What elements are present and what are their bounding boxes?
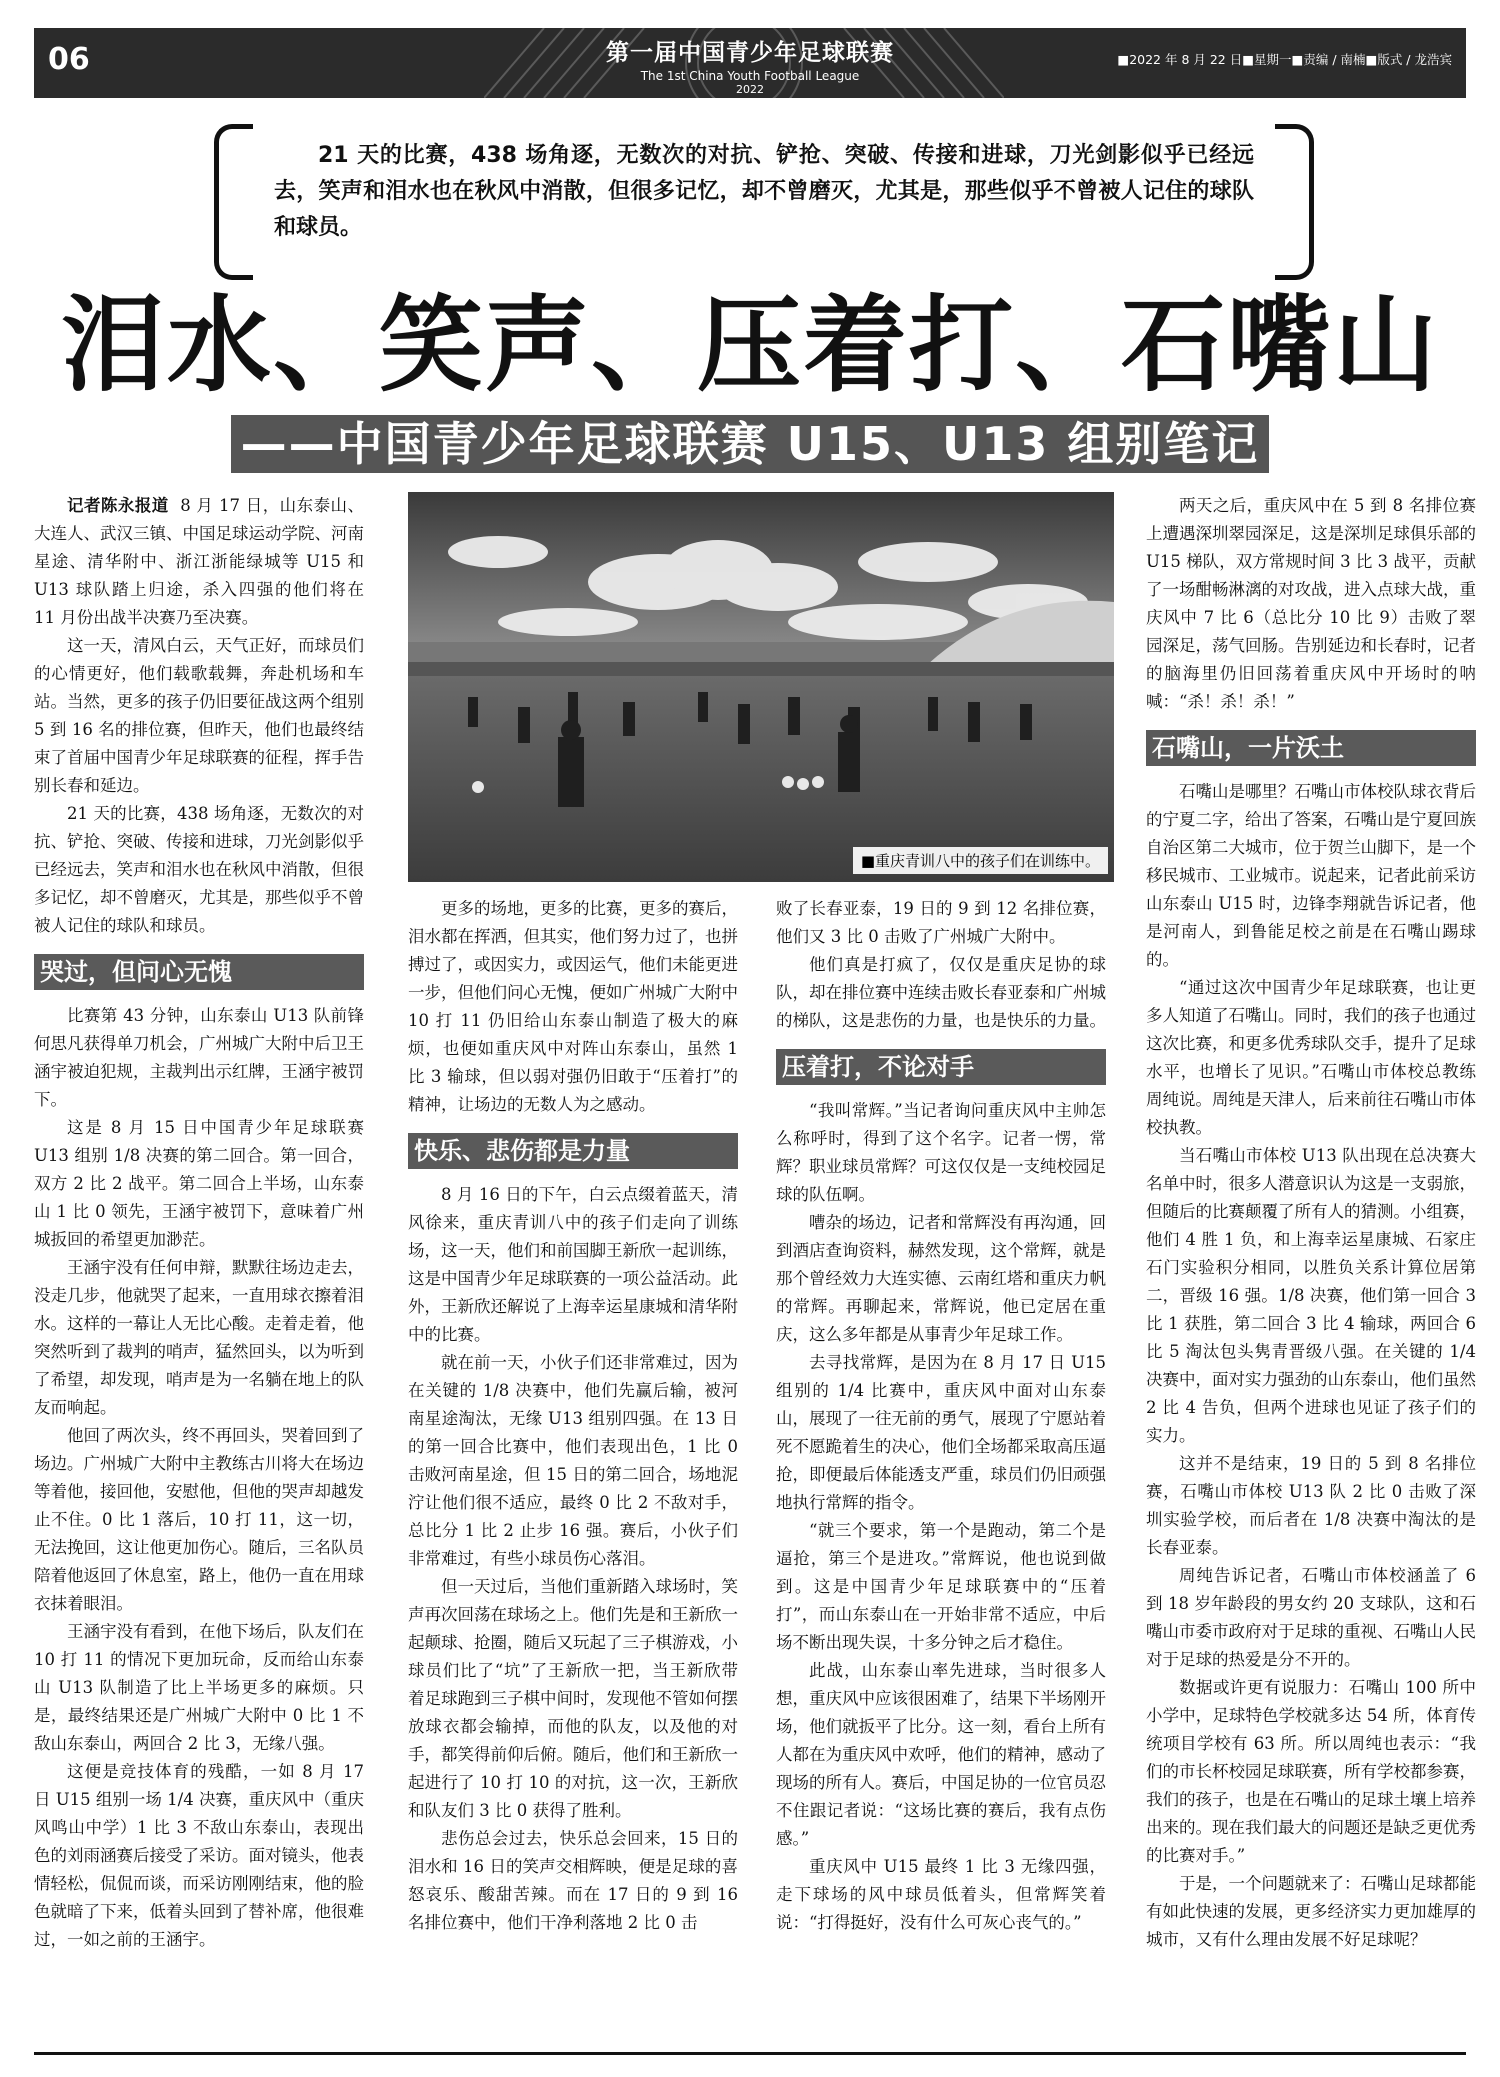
paragraph: 去寻找常辉，是因为在 8 月 17 日 U15 组别的 1/4 比赛中，重庆风中面对山东泰山，展现了一往无前的勇气，展现了宁愿站着死不愿跪着生的决心，他们全场都采取高压逼抢，即便最后体能透支严重，球员们仍旧顽强地执行常辉的指令。 xyxy=(776,1353,1106,1512)
lead-paragraph xyxy=(34,492,364,632)
paragraph: 王涵宇没有任何申辩，默默往场边走去，没走几步，他就哭了起来，一直用球衣擦着泪水。这样的一幕让人无比心酸。走着走着，他突然听到了裁判的哨声，猛然回头，以为听到了希望，却发现，哨声是为一名躺在地上的队友而响起。 xyxy=(34,1258,364,1417)
article-column-2 xyxy=(408,895,738,1937)
paragraph: 比赛第 43 分钟，山东泰山 U13 队前锋何思凡获得单刀机会，广州城广大附中后卫王涵宇被迫犯规，主裁判出示红牌，王涵宇被罚下。 xyxy=(34,1006,364,1109)
paragraph: 他们真是打疯了，仅仅是重庆足协的球队，却在排位赛中连续击败长春亚泰和广州城的梯队，这是悲伤的力量，也是快乐的力量。 xyxy=(776,955,1106,1030)
paragraph: 两天之后，重庆风中在 5 到 8 名排位赛上遭遇深圳翠园深足，这是深圳足球俱乐部的 U15 梯队，双方常规时间 3 比 3 战平，贡献了一场酣畅淋漓的对攻战，进入点球大战，重庆风中 7 比 6（总比分 10 比 9）击败了翠园深足，荡气回肠。告别延边和长春时，记者的脑海里仍旧回荡着重庆风中开场时的呐喊：“杀！杀！杀！” xyxy=(1146,496,1476,711)
photo-illustration xyxy=(408,492,1114,882)
league-year: 2022 xyxy=(736,83,764,96)
paragraph: 8 月 17 日，山东泰山、大连人、武汉三镇、中国足球运动学院、河南星途、清华附中、浙江浙能绿城等 U15 和 U13 球队踏上归途，杀入四强的他们将在 11 月份出战半决赛乃至决赛。 xyxy=(34,496,365,627)
paragraph: 重庆风中 U15 最终 1 比 3 无缘四强，走下球场的风中球员低着头，但常辉笑着说：“打得挺好，没有什么可灰心丧气的。” xyxy=(776,1857,1106,1932)
paragraph: 周纯告诉记者，石嘴山市体校涵盖了 6 到 18 岁年龄段的男女约 20 支球队，这和石嘴山市委市政府对于足球的重视、石嘴山人民对于足球的热爱是分不开的。 xyxy=(1146,1566,1476,1669)
league-title-zh: 第一届中国青少年足球联赛 xyxy=(606,40,894,66)
section-heading: 哭过，但问心无愧 xyxy=(34,954,364,990)
subheadline: ——中国青少年足球联赛 U15、U13 组别笔记 xyxy=(231,415,1270,473)
section-heading: 压着打，不论对手 xyxy=(776,1049,1106,1085)
bracket-left xyxy=(214,124,253,280)
page-header xyxy=(34,28,1466,98)
paragraph: “就三个要求，第一个是跑动，第二个是逼抢，第三个是进攻。”常辉说，他也说到做到。这是中国青少年足球联赛中的“压着打”，而山东泰山在一开始非常不适应，中后场不断出现失误，十多分钟之后才稳住。 xyxy=(776,1521,1106,1652)
bracket-right xyxy=(1275,124,1314,280)
page-number: 06 xyxy=(48,42,90,77)
paragraph: 这是 8 月 15 日中国青少年足球联赛 U13 组别 1/8 决赛的第二回合。第一回合，双方 2 比 2 战平。第二回合上半场，山东泰山 1 比 0 领先，王涵宇被罚下，意味着广州城扳回的希望更加渺茫。 xyxy=(34,1118,364,1249)
paragraph: 21 天的比赛，438 场角逐，无数次的对抗、铲抢、突破、传接和进球，刀光剑影似乎已经远去，笑声和泪水也在秋风中消散，但很多记忆，却不曾磨灭，尤其是，那些似乎不曾被人记住的球队和球员。 xyxy=(34,804,364,935)
paragraph: 于是，一个问题就来了：石嘴山足球都能有如此快速的发展，更多经济实力更加雄厚的城市，又有什么理由发展不好足球呢？ xyxy=(1146,1874,1476,1949)
paragraph: 但一天过后，当他们重新踏入球场时，笑声再次回荡在球场之上。他们先是和王新欣一起颠球、抢圈，随后又玩起了三子棋游戏，小球员们比了“坑”了王新欣一把，当王新欣带着足球跑到三子棋中间时，发现他不管如何摆放球衣都会输掉，而他的队友，以及他的对手，都笑得前仰后俯。随后，他们和王新欣一起进行了 10 打 10 的对抗，这一次，王新欣和队友们 3 比 0 获得了胜利。 xyxy=(408,1577,738,1820)
paragraph: 嘈杂的场边，记者和常辉没有再沟通，回到酒店查询资料，赫然发现，这个常辉，就是那个曾经效力大连实德、云南红塔和重庆力帆的常辉。再聊起来，常辉说，他已定居在重庆，这么多年都是从事青少年足球工作。 xyxy=(776,1213,1106,1344)
section-heading: 快乐、悲伤都是力量 xyxy=(408,1133,738,1169)
byline: 记者陈永报道 xyxy=(67,496,169,515)
photo-training xyxy=(408,492,1114,882)
paragraph: 8 月 16 日的下午，白云点缀着蓝天，清风徐来，重庆青训八中的孩子们走向了训练场，这一天，他们和前国脚王新欣一起训练，这是中国青少年足球联赛的一项公益活动。此外，王新欣还解说了上海幸运星康城和清华附中的比赛。 xyxy=(408,1185,738,1344)
paragraph: 悲伤总会过去，快乐总会回来，15 日的泪水和 16 日的笑声交相辉映，便是足球的喜怒哀乐、酸甜苦辣。而在 17 日的 9 到 16 名排位赛中，他们干净利落地 2 比 0 击 xyxy=(408,1829,738,1932)
paragraph: 这并不是结束，19 日的 5 到 8 名排位赛，石嘴山市体校 U13 队 2 比 0 击败了深圳实验学校，而后者在 1/8 决赛中淘汰的是长春亚泰。 xyxy=(1146,1454,1476,1557)
paragraph: 此战，山东泰山率先进球，当时很多人想，重庆风中应该很困难了，结果下半场刚开场，他们就扳平了比分。这一刻，看台上所有人都在为重庆风中欢呼，他们的精神，感动了现场的所有人。赛后，中国足协的一位官员忍不住跟记者说：“这场比赛的赛后，我有点伤感。” xyxy=(776,1661,1106,1848)
paragraph: 这一天，清风白云，天气正好，而球员们的心情更好，他们载歌载舞，奔赴机场和车站。当然，更多的孩子仍旧要征战这两个组别 5 到 16 名的排位赛，但昨天，他们也最终结束了首届中国青少年足球联赛的征程，挥手告别长春和延边。 xyxy=(34,636,364,795)
paragraph: 就在前一天，小伙子们还非常难过，因为在关键的 1/8 决赛中，他们先赢后输，被河南星途淘汰，无缘 U13 组别四强。在 13 日的第一回合比赛中，他们表现出色，1 比 0 击败河南星途，但 15 日的第二回合，场地泥泞让他们很不适应，最终 0 比 2 不敌对手，总比分 1 比 2 止步 16 强。赛后，小伙子们非常难过，有些小球员伤心落泪。 xyxy=(408,1353,738,1568)
article-column-1 xyxy=(34,492,364,1954)
bottom-rule xyxy=(34,2052,1466,2055)
photo-caption: ■重庆青训八中的孩子们在训练中。 xyxy=(853,847,1108,874)
section-heading: 石嘴山，一片沃土 xyxy=(1146,730,1476,766)
article-column-3 xyxy=(776,895,1106,1937)
headline: 泪水、笑声、压着打、石嘴山 xyxy=(60,284,1439,406)
paragraph: 当石嘴山市体校 U13 队出现在总决赛大名单中时，很多人潜意识认为这是一支弱旅，但随后的比赛颠覆了所有人的猜测。小组赛，他们 4 胜 1 负，和上海幸运星康城、石家庄石门实验积分相同，以胜负关系计算位居第二，晋级 16 强。1/8 决赛，他们第一回合 3 比 1 获胜，第二回合 3 比 4 输球，两回合 6 比 5 淘汰包头隽青晋级八强。在关键的 1/4 决赛中，面对实力强劲的山东泰山，他们虽然 2 比 4 告负，但两个进球也见证了孩子们的实力。 xyxy=(1146,1146,1476,1445)
paragraph: 他回了两次头，终不再回头，哭着回到了场边。广州城广大附中主教练古川将大在场边等着他，接回他，安慰他，但他的哭声却越发止不住。0 比 1 落后，10 打 11，这一切，无法挽回，这让他更加伤心。随后，三名队员陪着他返回了休息室，路上，他仍一直在用球衣抹着眼泪。 xyxy=(34,1426,364,1613)
paragraph: 数据或许更有说服力：石嘴山 100 所中小学中，足球特色学校就多达 54 所，体育传统项目学校有 63 所。所以周纯也表示：“我们的市长杯校园足球联赛，所有学校都参赛，我们的孩子，也是在石嘴山的足球土壤上培养出来的。现在我们最大的问题还是缺乏更优秀的比赛对手。” xyxy=(1146,1678,1476,1865)
paragraph: “通过这次中国青少年足球联赛，也让更多人知道了石嘴山。同时，我们的孩子也通过这次比赛，和更多优秀球队交手，提升了足球水平，也增长了见识。”石嘴山市体校总教练周纯说。周纯是天津人，后来前往石嘴山市体校执教。 xyxy=(1146,978,1476,1137)
paragraph: 败了长春亚泰，19 日的 9 到 12 名排位赛，他们又 3 比 0 击败了广州城广大附中。 xyxy=(776,899,1106,946)
article-column-4 xyxy=(1146,492,1476,1954)
dateline: ■2022 年 8 月 22 日■星期一■责编 / 南楠■版式 / 龙浩宾 xyxy=(1117,52,1452,67)
intro-box xyxy=(214,124,1314,270)
paragraph: 这便是竞技体育的残酷，一如 8 月 17 日 U15 组别一场 1/4 决赛，重庆风中（重庆风鸣山中学）1 比 3 不敌山东泰山，表现出色的刘雨涵赛后接受了采访。面对镜头，他表情轻松，侃侃而谈，而采访刚刚结束，他的脸色就暗了下来，低着头回到了替补席，他很难过，一如之前的王涵宇。 xyxy=(34,1762,364,1949)
paragraph: 王涵宇没有看到，在他下场后，队友们在 10 打 11 的情况下更加玩命，反而给山东泰山 U13 队制造了比上半场更多的麻烦。只是，最终结果还是广州城广大附中 0 比 1 不敌山东泰山，两回合 2 比 3，无缘八强。 xyxy=(34,1622,364,1753)
intro-text: 21 天的比赛，438 场角逐，无数次的对抗、铲抢、突破、传接和进球，刀光剑影似乎已经远去，笑声和泪水也在秋风中消散，但很多记忆，却不曾磨灭，尤其是，那些似乎不曾被人记住的球队和球员。 xyxy=(274,143,1254,240)
subheadline-wrap xyxy=(0,415,1500,473)
paragraph: “我叫常辉。”当记者询问重庆风中主帅怎么称呼时，得到了这个名字。记者一愣，常辉？职业球员常辉？可这仅仅是一支纯校园足球的队伍啊。 xyxy=(776,1101,1106,1204)
league-title-en: The 1st China Youth Football League xyxy=(640,69,860,83)
paragraph: 更多的场地，更多的比赛，更多的赛后，泪水都在挥洒，但其实，他们努力过了，也拼搏过了，或因实力，或因运气，他们未能更进一步，但他们问心无愧，便如广州城广大附中 10 打 11 仍旧给山东泰山制造了极大的麻烦，也便如重庆风中对阵山东泰山，虽然 1 比 3 输球，但以弱对强仍旧敢于“压着打”的精神，让场边的无数人为之感动。 xyxy=(408,899,738,1114)
paragraph: 石嘴山是哪里？石嘴山市体校队球衣背后的宁夏二字，给出了答案，石嘴山是宁夏回族自治区第二大城市，位于贺兰山脚下，是一个移民城市、工业城市。说起来，记者此前采访山东泰山 U15 时，边锋李翔就告诉记者，他是河南人，到鲁能足校之前是在石嘴山踢球的。 xyxy=(1146,782,1476,969)
